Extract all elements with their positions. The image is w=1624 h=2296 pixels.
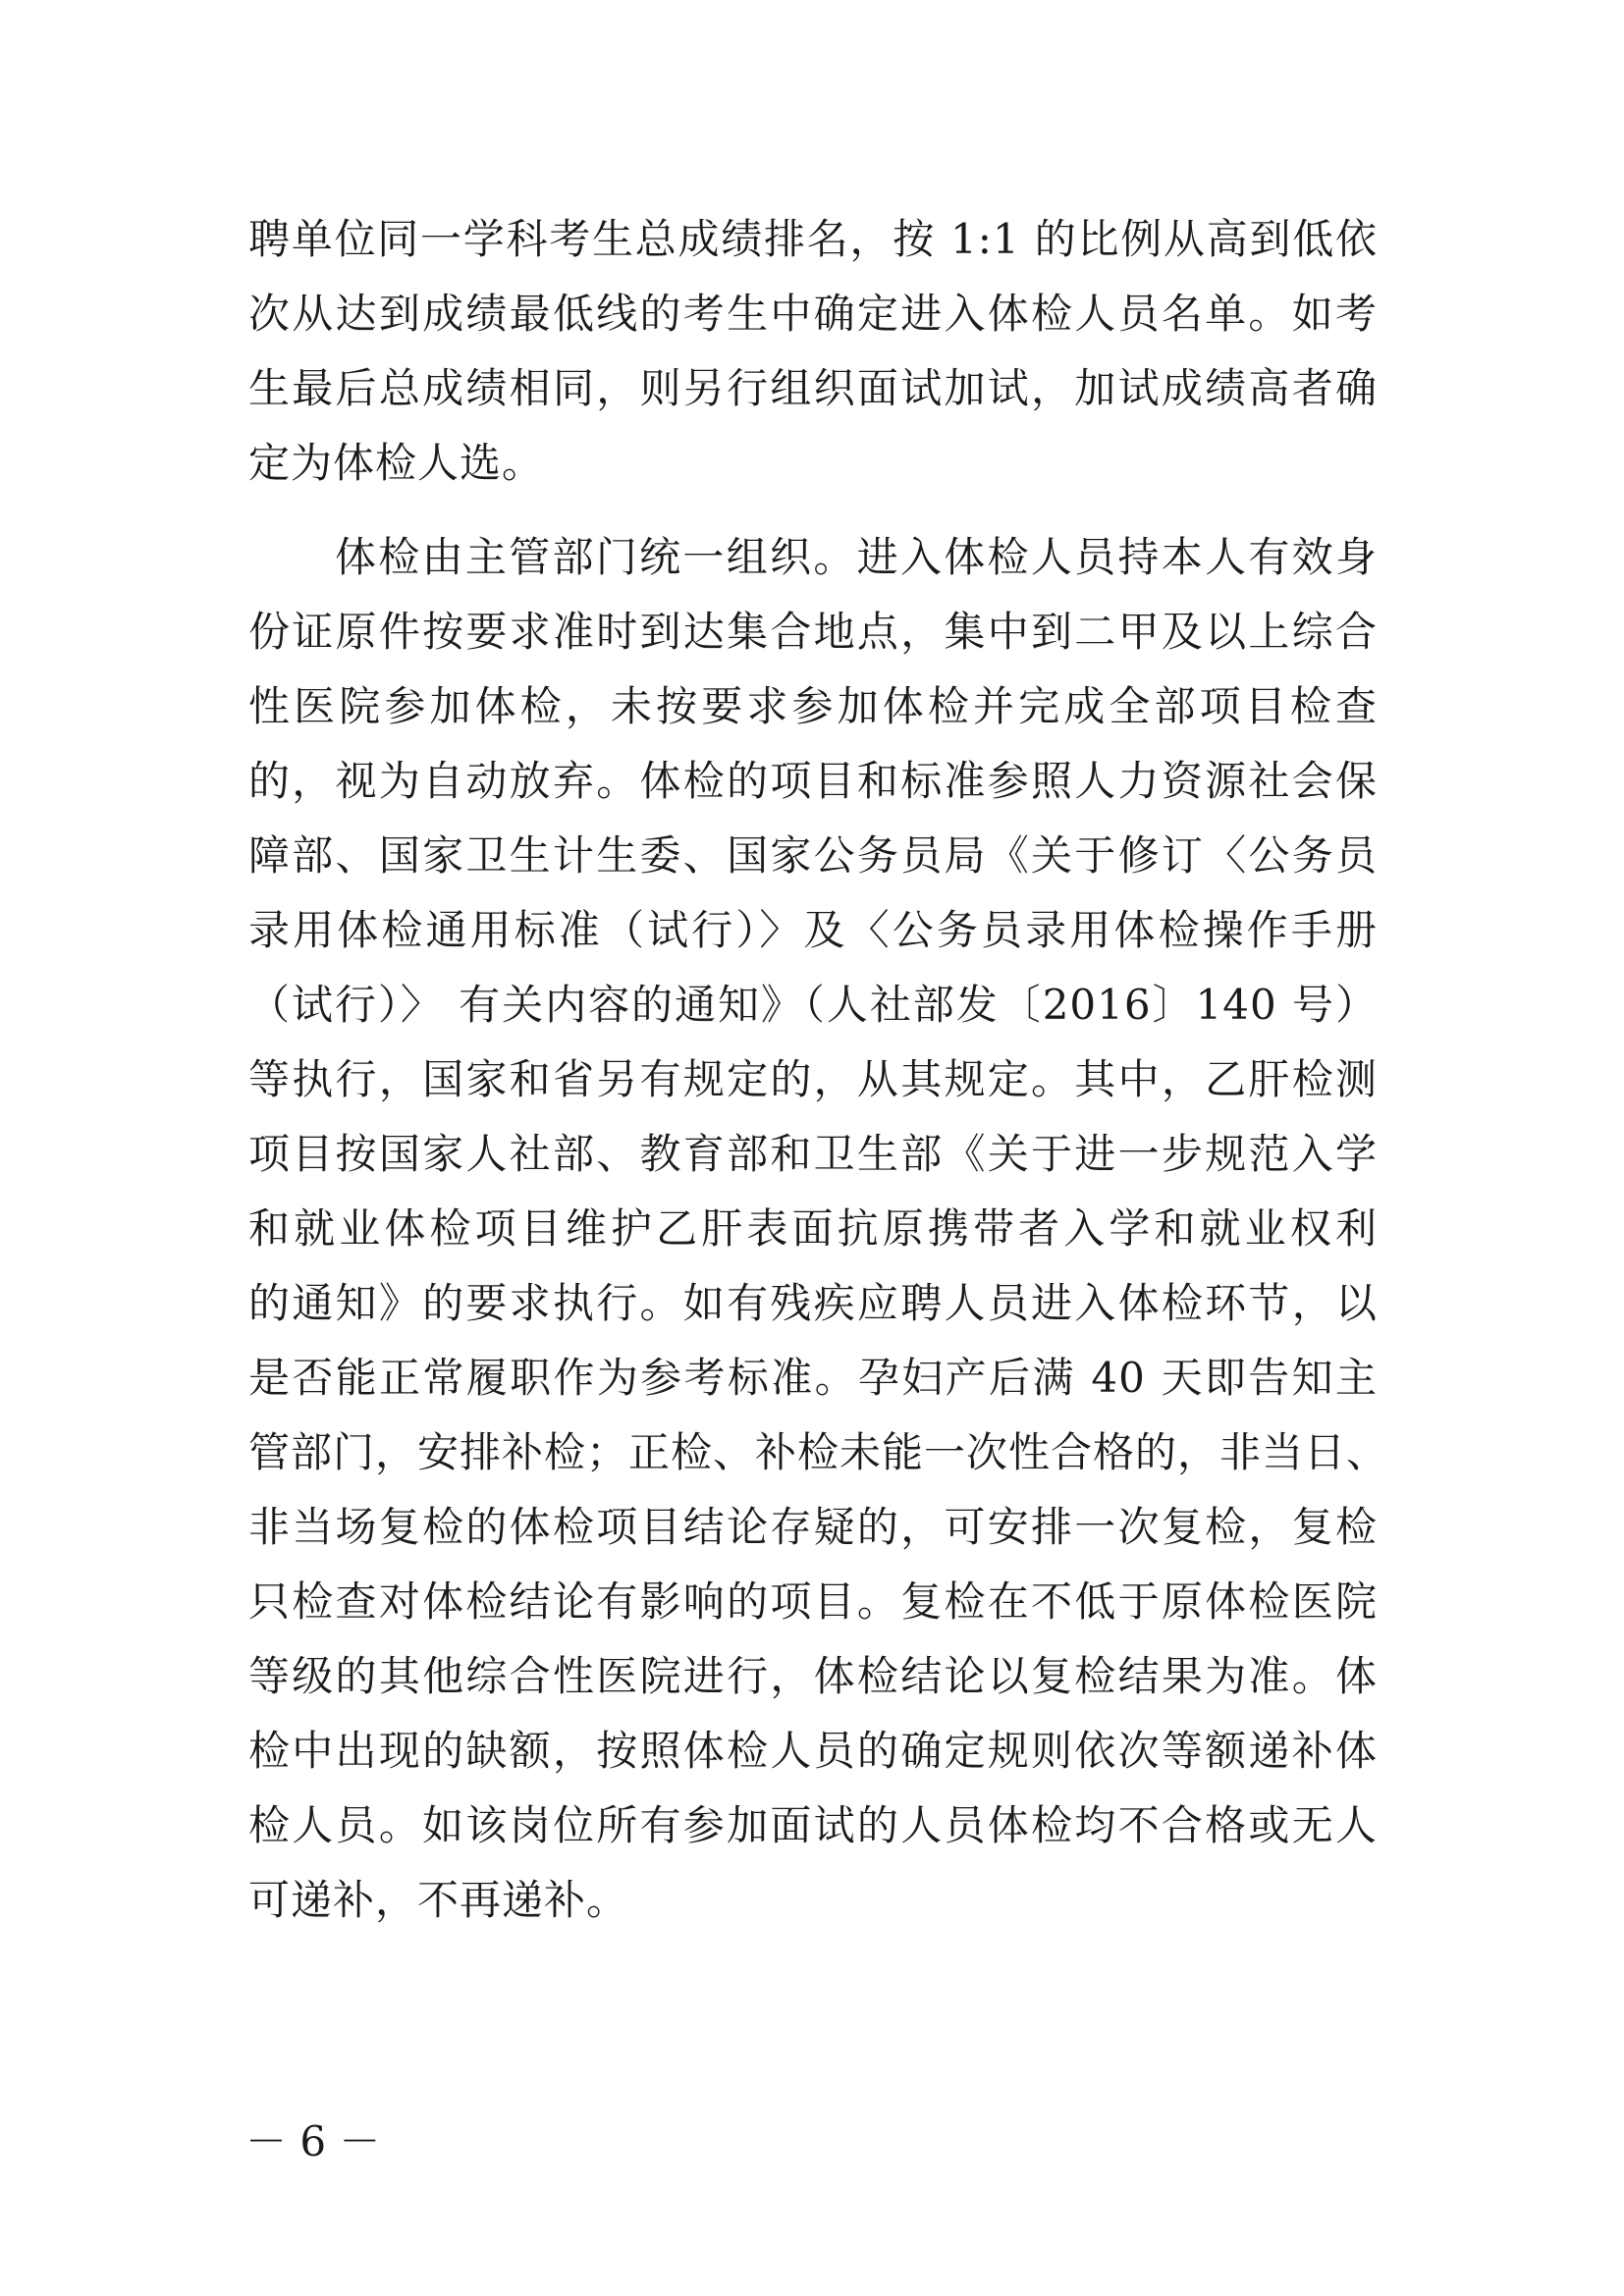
text-line: 定为体检人选。 [248,439,545,487]
text-line: 是否能正常履职作为参考标准。孕妇产后满 40 天即告知主 [248,1354,1378,1402]
text-line: 份证原件按要求准时到达集合地点，集中到二甲及以上综合 [248,608,1378,656]
text-line: 检中出现的缺额，按照体检人员的确定规则依次等额递补体 [248,1727,1378,1775]
text-line: 只检查对体检结论有影响的项目。复检在不低于原体检医院 [248,1577,1378,1626]
text-line: 次从达到成绩最低线的考生中确定进入体检人员名单。如考 [248,290,1378,338]
text-line: 可递补，不再递补。 [248,1876,629,1924]
paragraph-first-line: 体检由主管部门统一组织。进入体检人员持本人有效身 [335,533,1378,581]
text-line: 障部、国家卫生计生委、国家公务员局《关于修订〈公务员 [248,831,1378,880]
text-line: 项目按国家人社部、教育部和卫生部《关于进一步规范入学 [248,1130,1378,1178]
text-line: 聘单位同一学科考生总成绩排名，按 1:1 的比例从高到低依 [248,215,1378,263]
text-line: 生最后总成绩相同，则另行组织面试加试，加试成绩高者确 [248,364,1378,412]
text-line: 录用体检通用标准（试行）〉及〈公务员录用体检操作手册 [248,906,1378,954]
text-line: 的，视为自动放弃。体检的项目和标准参照人力资源社会保 [248,757,1378,805]
text-line: 检人员。如该岗位所有参加面试的人员体检均不合格或无人 [248,1801,1378,1849]
text-line: 等级的其他综合性医院进行，体检结论以复检结果为准。体 [248,1652,1378,1700]
text-line: 等执行，国家和省另有规定的，从其规定。其中，乙肝检测 [248,1055,1378,1103]
text-line: （试行）〉 有关内容的通知》（人社部发〔2016〕140 号） [248,981,1378,1029]
text-line: 非当场复检的体检项目结论存疑的，可安排一次复检，复检 [248,1503,1378,1551]
text-line: 性医院参加体检，未按要求参加体检并完成全部项目检查 [248,682,1378,730]
text-line: 的通知》的要求执行。如有残疾应聘人员进入体检环节，以 [248,1279,1378,1327]
page-number: － 6 － [245,2117,381,2165]
text-line: 和就业体检项目维护乙肝表面抗原携带者入学和就业权利 [248,1204,1378,1253]
text-line: 管部门，安排补检；正检、补检未能一次性合格的，非当日、 [248,1428,1389,1476]
